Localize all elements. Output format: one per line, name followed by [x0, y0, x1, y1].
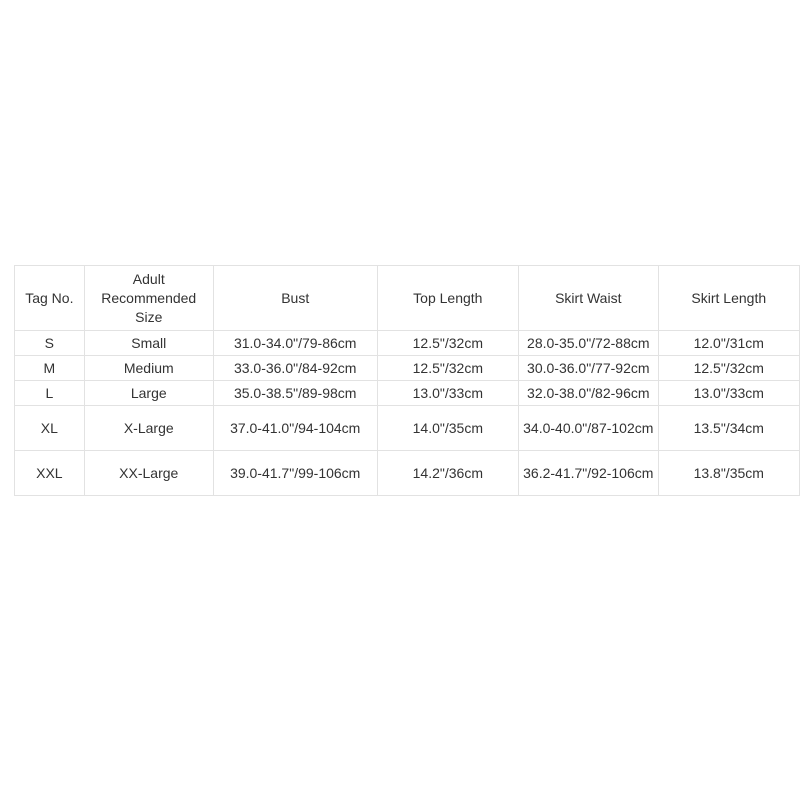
cell-top-length: 13.0"/33cm [377, 381, 518, 406]
cell-skirt-length: 13.8"/35cm [658, 451, 799, 496]
cell-skirt-length: 12.0"/31cm [658, 331, 799, 356]
cell-tag: XXL [15, 451, 85, 496]
cell-skirt-waist: 28.0-35.0"/72-88cm [519, 331, 659, 356]
table-row [15, 451, 800, 496]
cell-size: Large [84, 381, 213, 406]
cell-size: Medium [84, 356, 213, 381]
cell-skirt-length: 13.0"/33cm [658, 381, 799, 406]
header-bust: Bust [213, 266, 377, 331]
size-chart-body [15, 331, 800, 496]
table-row [15, 356, 800, 381]
cell-tag: S [15, 331, 85, 356]
cell-bust: 31.0-34.0"/79-86cm [213, 331, 377, 356]
cell-skirt-waist: 32.0-38.0"/82-96cm [519, 381, 659, 406]
cell-skirt-waist: 30.0-36.0"/77-92cm [519, 356, 659, 381]
size-chart-header [15, 266, 800, 331]
cell-skirt-length: 12.5"/32cm [658, 356, 799, 381]
size-chart-table [14, 265, 800, 496]
header-tag-no: Tag No. [15, 266, 85, 331]
cell-bust: 33.0-36.0"/84-92cm [213, 356, 377, 381]
cell-top-length: 12.5"/32cm [377, 356, 518, 381]
cell-top-length: 14.0"/35cm [377, 406, 518, 451]
cell-top-length: 12.5"/32cm [377, 331, 518, 356]
cell-bust: 39.0-41.7"/99-106cm [213, 451, 377, 496]
cell-size: XX-Large [84, 451, 213, 496]
cell-tag: M [15, 356, 85, 381]
header-top-length: Top Length [377, 266, 518, 331]
cell-size: X-Large [84, 406, 213, 451]
header-skirt-waist: Skirt Waist [519, 266, 659, 331]
table-row [15, 406, 800, 451]
cell-bust: 37.0-41.0"/94-104cm [213, 406, 377, 451]
header-skirt-length: Skirt Length [658, 266, 799, 331]
table-row [15, 331, 800, 356]
cell-top-length: 14.2"/36cm [377, 451, 518, 496]
cell-tag: L [15, 381, 85, 406]
header-adult-recommended-size: Adult Recommended Size [84, 266, 213, 331]
cell-skirt-waist: 36.2-41.7"/92-106cm [519, 451, 659, 496]
cell-size: Small [84, 331, 213, 356]
cell-bust: 35.0-38.5"/89-98cm [213, 381, 377, 406]
cell-skirt-length: 13.5"/34cm [658, 406, 799, 451]
table-row [15, 381, 800, 406]
cell-skirt-waist: 34.0-40.0"/87-102cm [519, 406, 659, 451]
header-row [15, 266, 800, 331]
cell-tag: XL [15, 406, 85, 451]
